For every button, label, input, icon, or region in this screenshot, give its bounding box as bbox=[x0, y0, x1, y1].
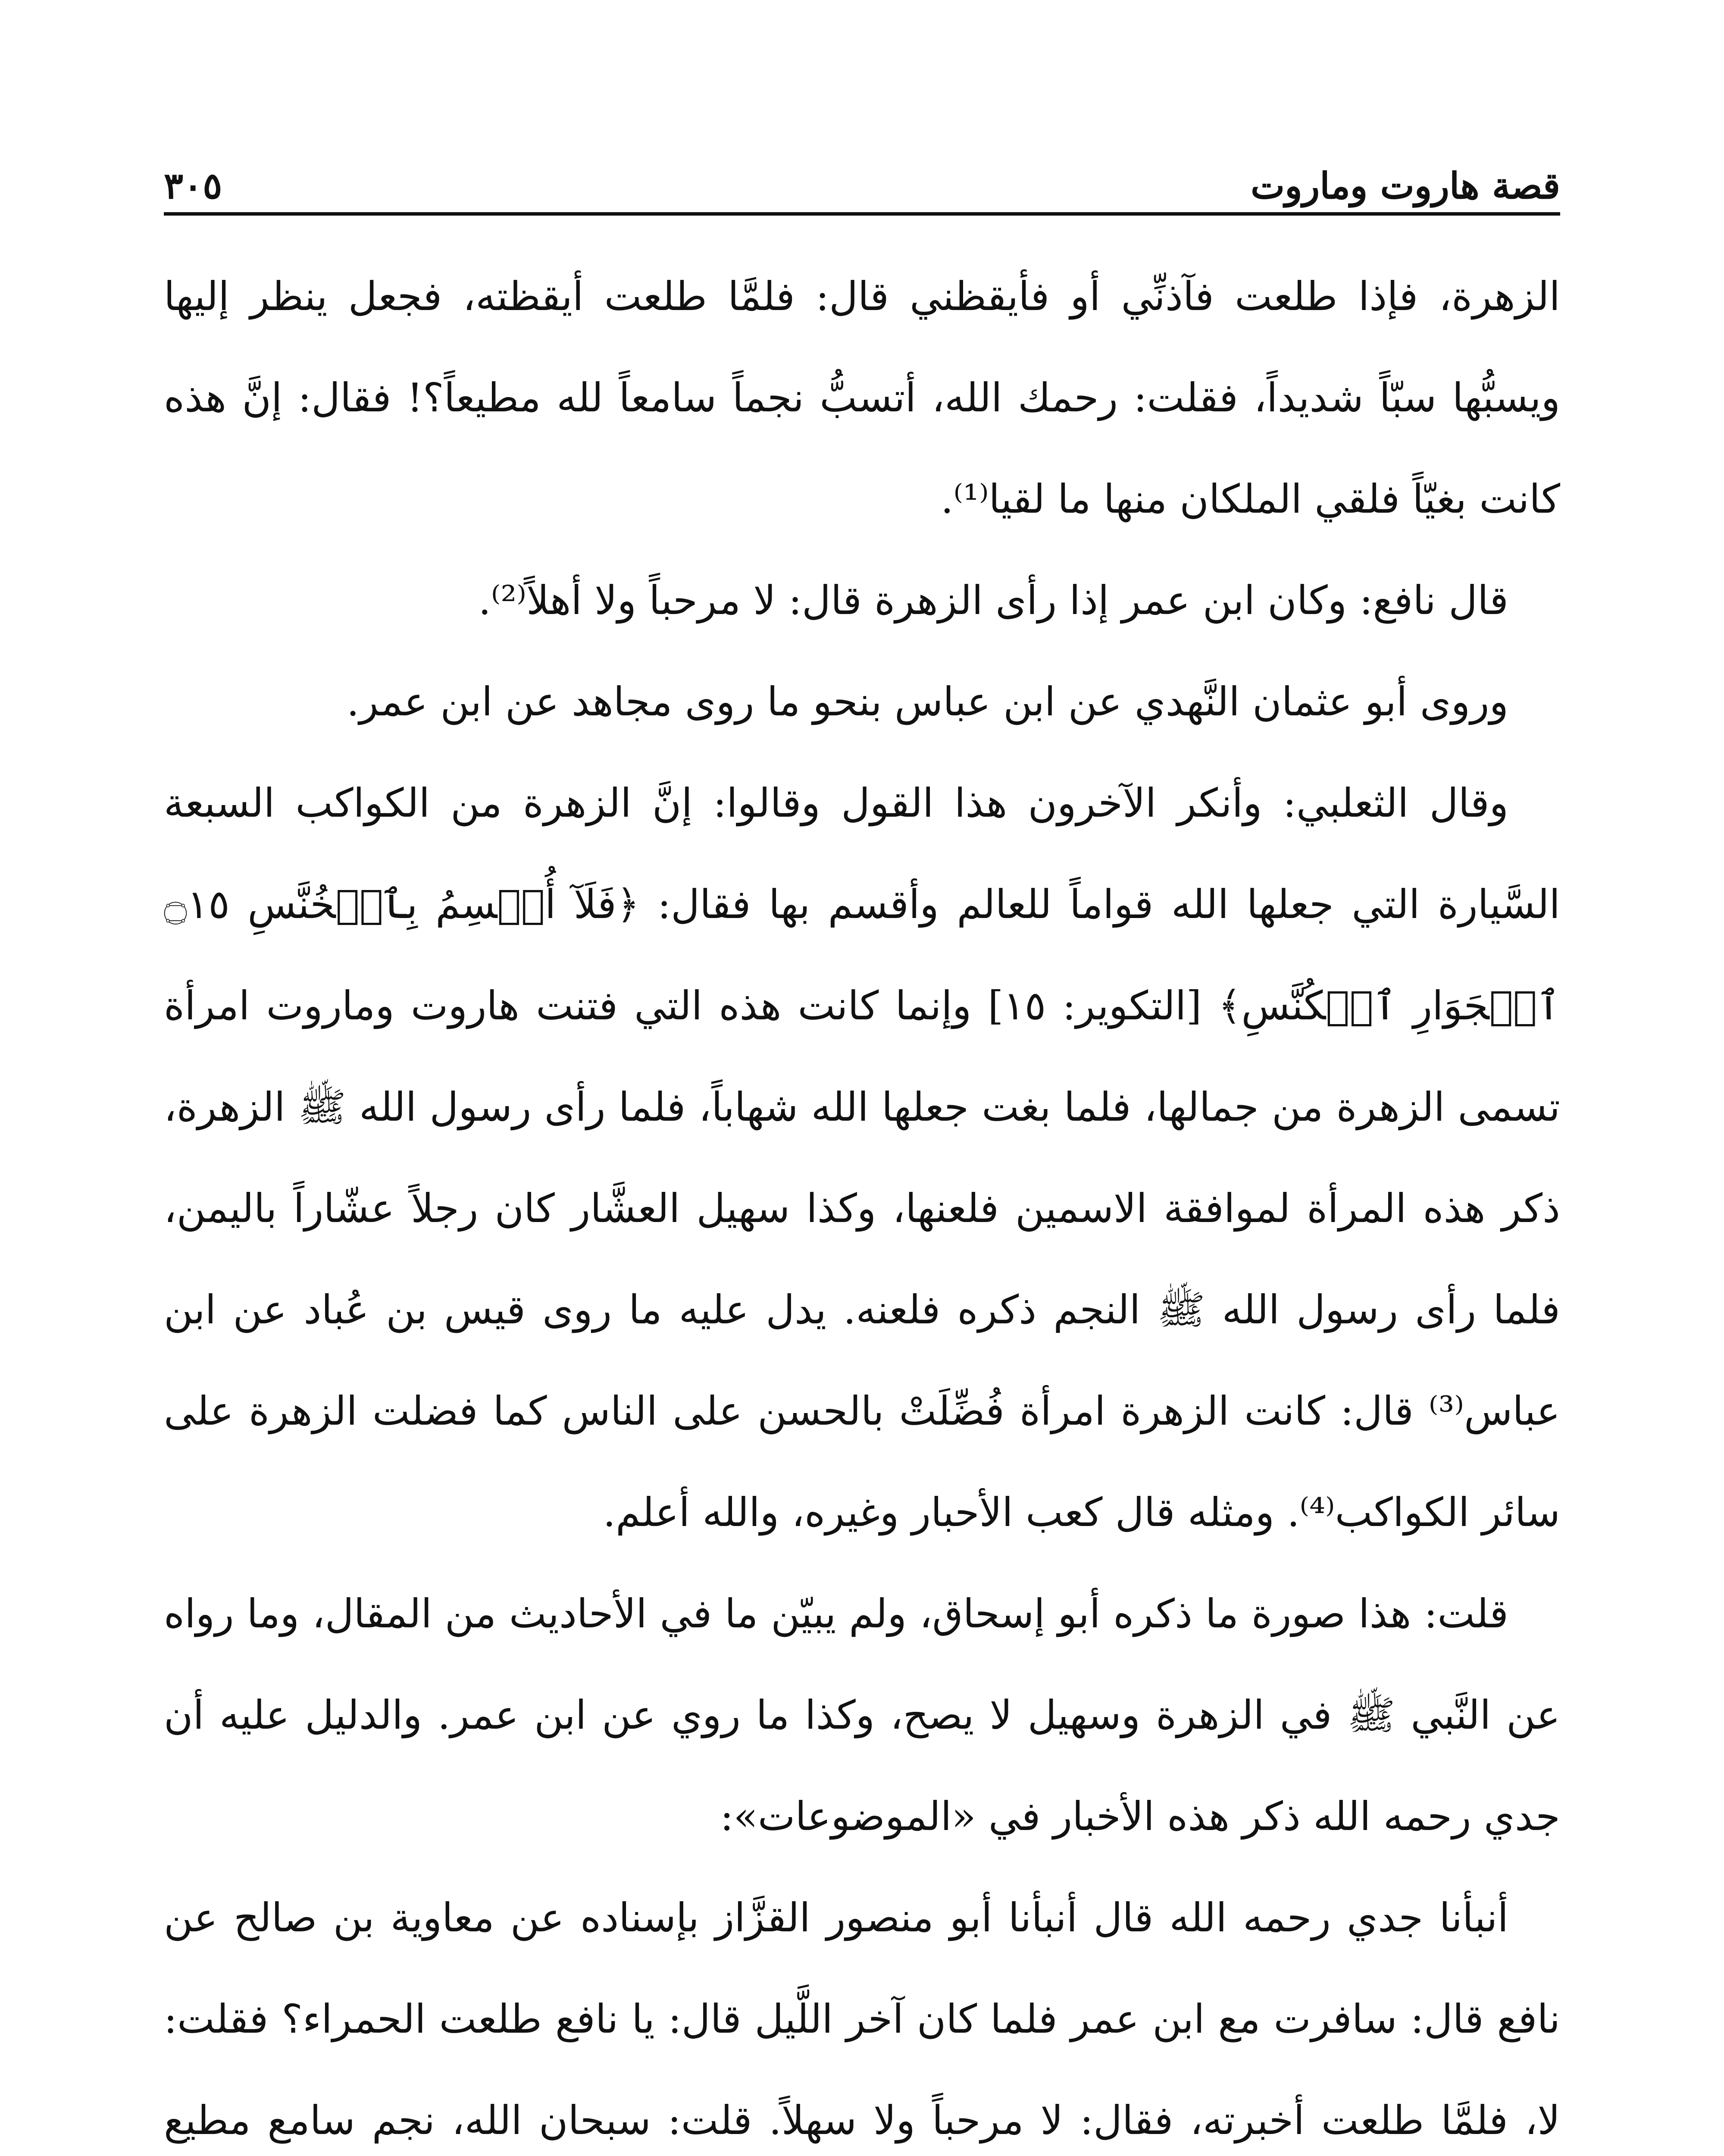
paragraph: قلت: هذا صورة ما ذكره أبو إسحاق، ولم يبيّن ما في الأحاديث من المقال، وما رواه عن النَّبي ﷺ في الزهرة وسهيل لا يصح، وكذا ما روي عن ابن عمر. والدليل عليه أن جدي رحمه الله ذكر هذه الأخبار في «الموضوعات»: bbox=[164, 1591, 1560, 1839]
paragraph: قال نافع: وكان ابن عمر إذا رأى الزهرة قال: لا مرحباً ولا أهلاً⁽²⁾. bbox=[478, 577, 1508, 624]
running-header bbox=[164, 129, 1560, 207]
running-title: قصة هاروت وماروت bbox=[1251, 164, 1560, 207]
main-text bbox=[164, 246, 1560, 2156]
paragraph: وروى أبو عثمان النَّهدي عن ابن عباس بنحو ما روى مجاهد عن ابن عمر. bbox=[347, 679, 1508, 725]
paragraph: الزهرة، فإذا طلعت فآذنِّي أو فأيقظني قال: فلمَّا طلعت أيقظته، فجعل ينظر إليها ويسبُّها سبّاً شديداً، فقلت: رحمك الله، أتسبُّ نجماً سامعاً لله مطيعاً؟! فقال: إنَّ هذه كانت بغيّاً فلقي الملكان منها ما لقيا⁽¹⁾. bbox=[164, 273, 1560, 522]
paragraph: أنبأنا جدي رحمه الله قال أنبأنا أبو منصور القزَّاز بإسناده عن معاوية بن صالح عن نافع قال: سافرت مع ابن عمر فلما كان آخر اللَّيل قال: يا نافع طلعت الحمراء؟ فقلت: لا، فلمَّا طلعت أخبرته، فقال: لا مرحباً ولا سهلاً. قلت: سبحان الله، نجم سامع مطيع bbox=[164, 1895, 1560, 2143]
paragraph: وقال الثعلبي: وأنكر الآخرون هذا القول وقالوا: إنَّ الزهرة من الكواكب السبعة السَّيارة التي جعلها الله قواماً للعالم وأقسم بها فقال: ﴿فَلَآ أُقۡسِمُ بِٱلۡخُنَّسِ ۝١٥ ٱلۡجَوَارِ ٱلۡكُنَّسِ﴾ [التكوير: ١٥] وإنما كانت هذه التي فتنت هاروت وماروت امرأة تسمى الزهرة من جمالها، فلما بغت جعلها الله شهاباً، فلما رأى رسول الله ﷺ الزهرة، ذكر هذه المرأة لموافقة الاسمين فلعنها، وكذا سهيل العشَّار كان رجلاً عشّاراً باليمن، فلما رأى رسول الله ﷺ النجم ذكره فلعنه. يدل عليه ما روى قيس بن عُباد عن ابن عباس⁽³⁾ قال: كانت الزهرة امرأة فُضِّلَتْ بالحسن على الناس كما فضلت الزهرة على سائر الكواكب⁽⁴⁾. ومثله قال كعب الأحبار وغيره، والله أعلم. bbox=[164, 780, 1560, 1536]
page-number: ٣٠٥ bbox=[164, 164, 222, 207]
header-rule bbox=[164, 212, 1560, 216]
